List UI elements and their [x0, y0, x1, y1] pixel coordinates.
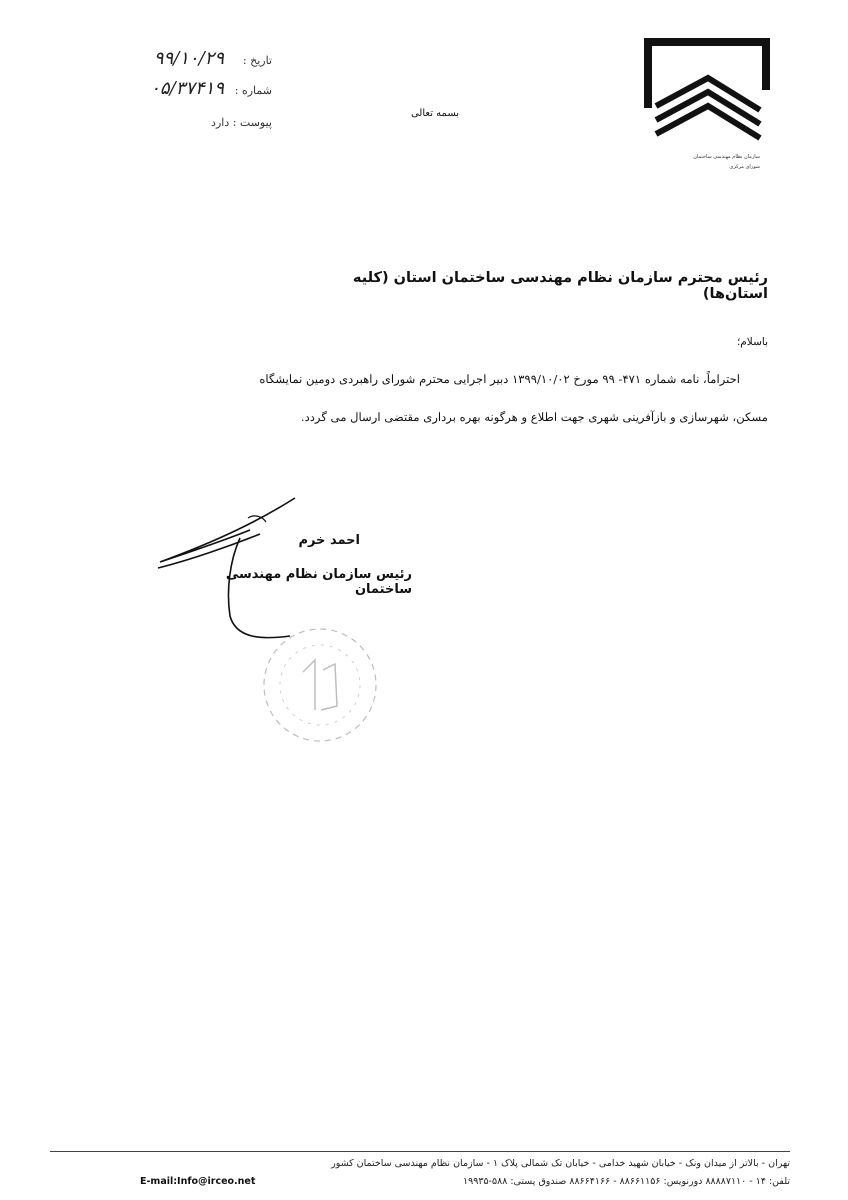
body-line-1: احتراماً، نامه شماره ۴۷۱- ۹۹ مورخ ۱۳۹۹/۱۰/۰۲ دبیر اجرایی محترم شورای راهبردی دومین نمایشگاه — [259, 372, 740, 386]
number-value: ۰۵/۳۷۴۱۹ — [150, 78, 224, 99]
house-chevron-logo-icon — [638, 36, 772, 148]
footer-divider — [50, 1151, 790, 1152]
letter-meta — [100, 48, 272, 138]
footer-email-link[interactable]: E-mail:Info@irceo.net — [140, 1176, 256, 1187]
signer-title: رئیس سازمان نظام مهندسی ساختمان — [225, 567, 412, 597]
date-value: ۹۹/۱۰/۲۹ — [153, 48, 224, 69]
signer-name: احمد خرم — [298, 533, 360, 548]
addressee-heading: رئیس محترم سازمان نظام مهندسی ساختمان استان (کلیه استان‌ها) — [352, 270, 768, 302]
organization-logo — [638, 36, 772, 176]
logo-org-line-1: سازمان نظام مهندسی ساختمان — [693, 154, 760, 160]
official-seal-stamp — [255, 620, 385, 750]
number-label: شماره : — [234, 84, 272, 97]
date-label: تاریخ : — [242, 54, 272, 67]
logo-org-line-2: شورای مرکزی — [729, 164, 760, 170]
footer-address: تهران - بالاتر از میدان ونک - خیابان شهید خدامی - خیابان تک شمالی پلاک ۱ - سازمان نظام مهندسی ساختمان کشور — [331, 1158, 790, 1169]
footer-contact: تلفن: ۱۴ - ۸۸۸۸۷۱۱۰ دورنویس: ۸۸۶۶۱۱۵۶ - ۸۸۶۶۴۱۶۶ صندوق پستی: ۵۸۸-۱۹۹۳۵ — [463, 1176, 790, 1187]
body-line-2: مسکن، شهرسازی و بازآفرینی شهری جهت اطلاع و هرگونه بهره برداری مقتضی ارسال می گردد. — [300, 410, 768, 424]
greeting: باسلام؛ — [736, 336, 768, 348]
attachment-label: پیوست : دارد — [211, 116, 272, 129]
bismillah: بسمه تعالی — [410, 108, 460, 119]
